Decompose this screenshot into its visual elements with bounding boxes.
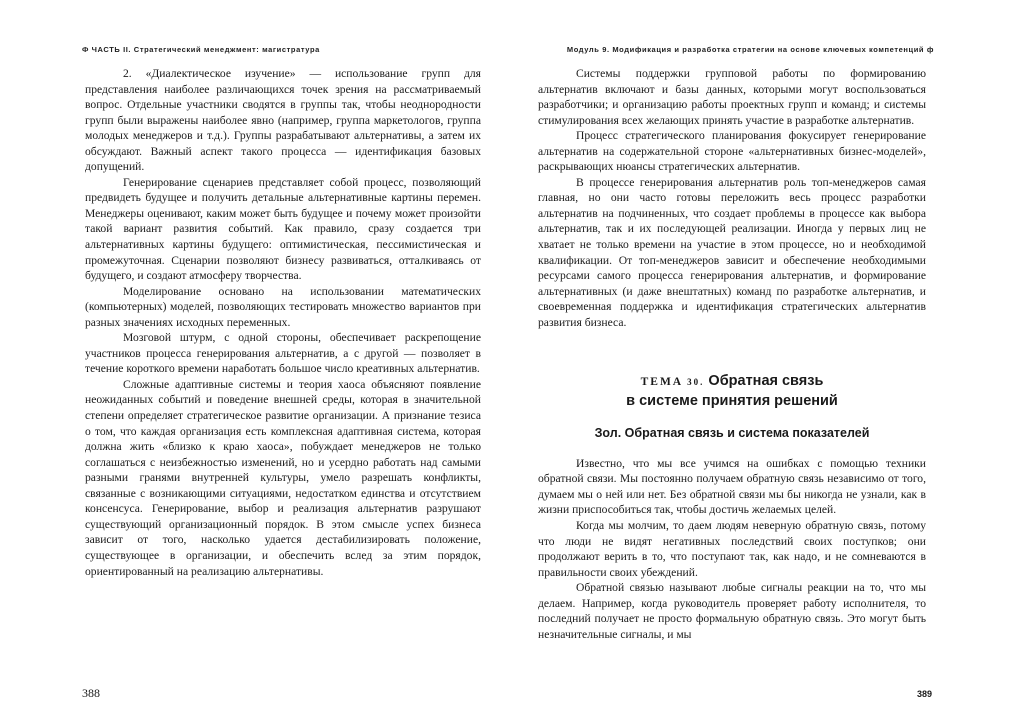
paragraph: В процессе генерирования альтернатив роль топ-менеджеров самая главная, но они часто готовы переложить весь процесс разработки альтернатив на подчиненных, что создает проблемы в процессе как выбора альтернатив, так и их последующей реализации. Иногда у первых лиц не хватает не только времени на участие в этом процессе, но и необходимой квалификации. От топ-менеджеров зависит и обеспечение необходимыми ресурсами самого процесса генерирования альтернатив, и формирование альтернативных (и даже внештатных) команд по разработке альтернатив, и своевременная поддержка и идентификация стратегических альтернатив развития бизнеса. [538, 175, 926, 329]
paragraph: Обратной связью называют любые сигналы реакции на то, что мы делаем. Например, когда руководитель проверяет работу исполнителя, то последний получает не просто формальную обратную связь. Это могут быть незначительные сигналы, и мы [538, 581, 926, 641]
right-page [512, 0, 1024, 725]
paragraph: Когда мы молчим, то даем людям неверную обратную связь, потому что люди не видят негативных последствий своих поступков; они продолжают верить в то, что поступают так, как надо, и не сомневаются в правильности своих убеждений. [538, 519, 926, 579]
topic-prefix: ТЕМА [640, 376, 684, 389]
running-header-right: Модуль 9. Модификация и разработка стратегии на основе ключевых компетенций ф [566, 45, 934, 54]
paragraph: Мозговой штурм, с одной стороны, обеспечивает раскрепощение участников процесса генерирования альтернатив, а с другой — позволяет в течение короткого времени наработать большое число креативных альтернатив. [85, 331, 481, 376]
paragraph: Моделирование основано на использовании математических (компьютерных) моделей, позволяющих тестировать множество вариантов при разных значениях исходных переменных. [85, 284, 481, 329]
paragraph: Сложные адаптивные системы и теория хаоса объясняют появление неожиданных событий и поведение внешней среды, которая в значительной степени определяет стратегическое развитие организации. А признание тезиса о том, что каждая организация есть комплексная адаптивная система, которая должна жить «близко к краю хаоса», побуждает менеджеров не только соглашаться с неизбежностью изменений, но и усердно работать над самыми разными гранями внутренней культуры, умело разрешать конфликты, связанные с возникающими ситуациями, недостатком единства и отсутствием консенсуса. Генерирование, выбор и реализация альтернатив разрушают существующий организационный порядок. В этом смысле успех бизнеса зависит от того, насколько удается дестабилизировать положение, существующее в организации, и обеспечить вслед за этим порядок, ориентированный на реализацию альтернативы. [85, 377, 481, 578]
paragraph: Генерирование сценариев представляет собой процесс, позволяющий предвидеть будущее и получить детальные альтернативные картины перемен. Менеджеры оценивают, каким может быть будущее и почему может произойти такой вариант развития событий. Как правило, сразу создается три альтернативных картины будущего: оптимистическая, пессимистическая и промежуточная. Сценарии позволяют бизнесу развиваться, отталкиваясь от будущего, и создают атмосферу творчества. [85, 175, 481, 283]
running-header-left: Ф ЧАСТЬ II. Стратегический менеджмент: магистратура [82, 45, 320, 54]
paragraph: Системы поддержки групповой работы по формированию альтернатив включают и базы данных, которыми могут воспользоваться разработчики; и организацию работы проектных групп и команд; и системы стимулирования всех желающих принять участие в разработке альтернатив. [538, 67, 926, 127]
topic-title-line2: в системе принятия решений [626, 393, 838, 410]
left-body-text [85, 66, 481, 579]
topic-number: 30. [687, 377, 705, 388]
right-body-text [538, 66, 926, 642]
page-number-right: 389 [916, 689, 932, 699]
topic-heading [538, 372, 926, 411]
section-heading: Зол. Обратная связь и система показателей [594, 426, 870, 441]
topic-title-line1: Обратная связь [708, 373, 824, 390]
page-number-left: 388 [82, 686, 100, 700]
paragraph: Известно, что мы все учимся на ошибках с помощью техники обратной связи. Мы постоянно получаем обратную связь независимо от того, думаем мы о ней или нет. Без обратной связи мы бы никогда не узнали, как в жизни приспособиться так, чтобы достичь желаемых целей. [538, 456, 926, 517]
paragraph: Процесс стратегического планирования фокусирует генерирование альтернатив на содержательной стороне «альтернативных бизнес-моделей», раскрывающих нюансы стратегических альтернатив. [538, 129, 926, 174]
paragraph: 2. «Диалектическое изучение» — использование групп для представления наиболее различающихся точек зрения на рассматриваемый вопрос. Отдельные участники сводятся в группы так, чтобы неоднородности групп были выражены наиболее явно (например, группа маркетологов, группа молодых менеджеров и т.д.). Группы разрабатывают альтернативы, а затем их обсуждают. Важный аспект такого процесса — идентификация базовых допущений. [85, 67, 481, 174]
